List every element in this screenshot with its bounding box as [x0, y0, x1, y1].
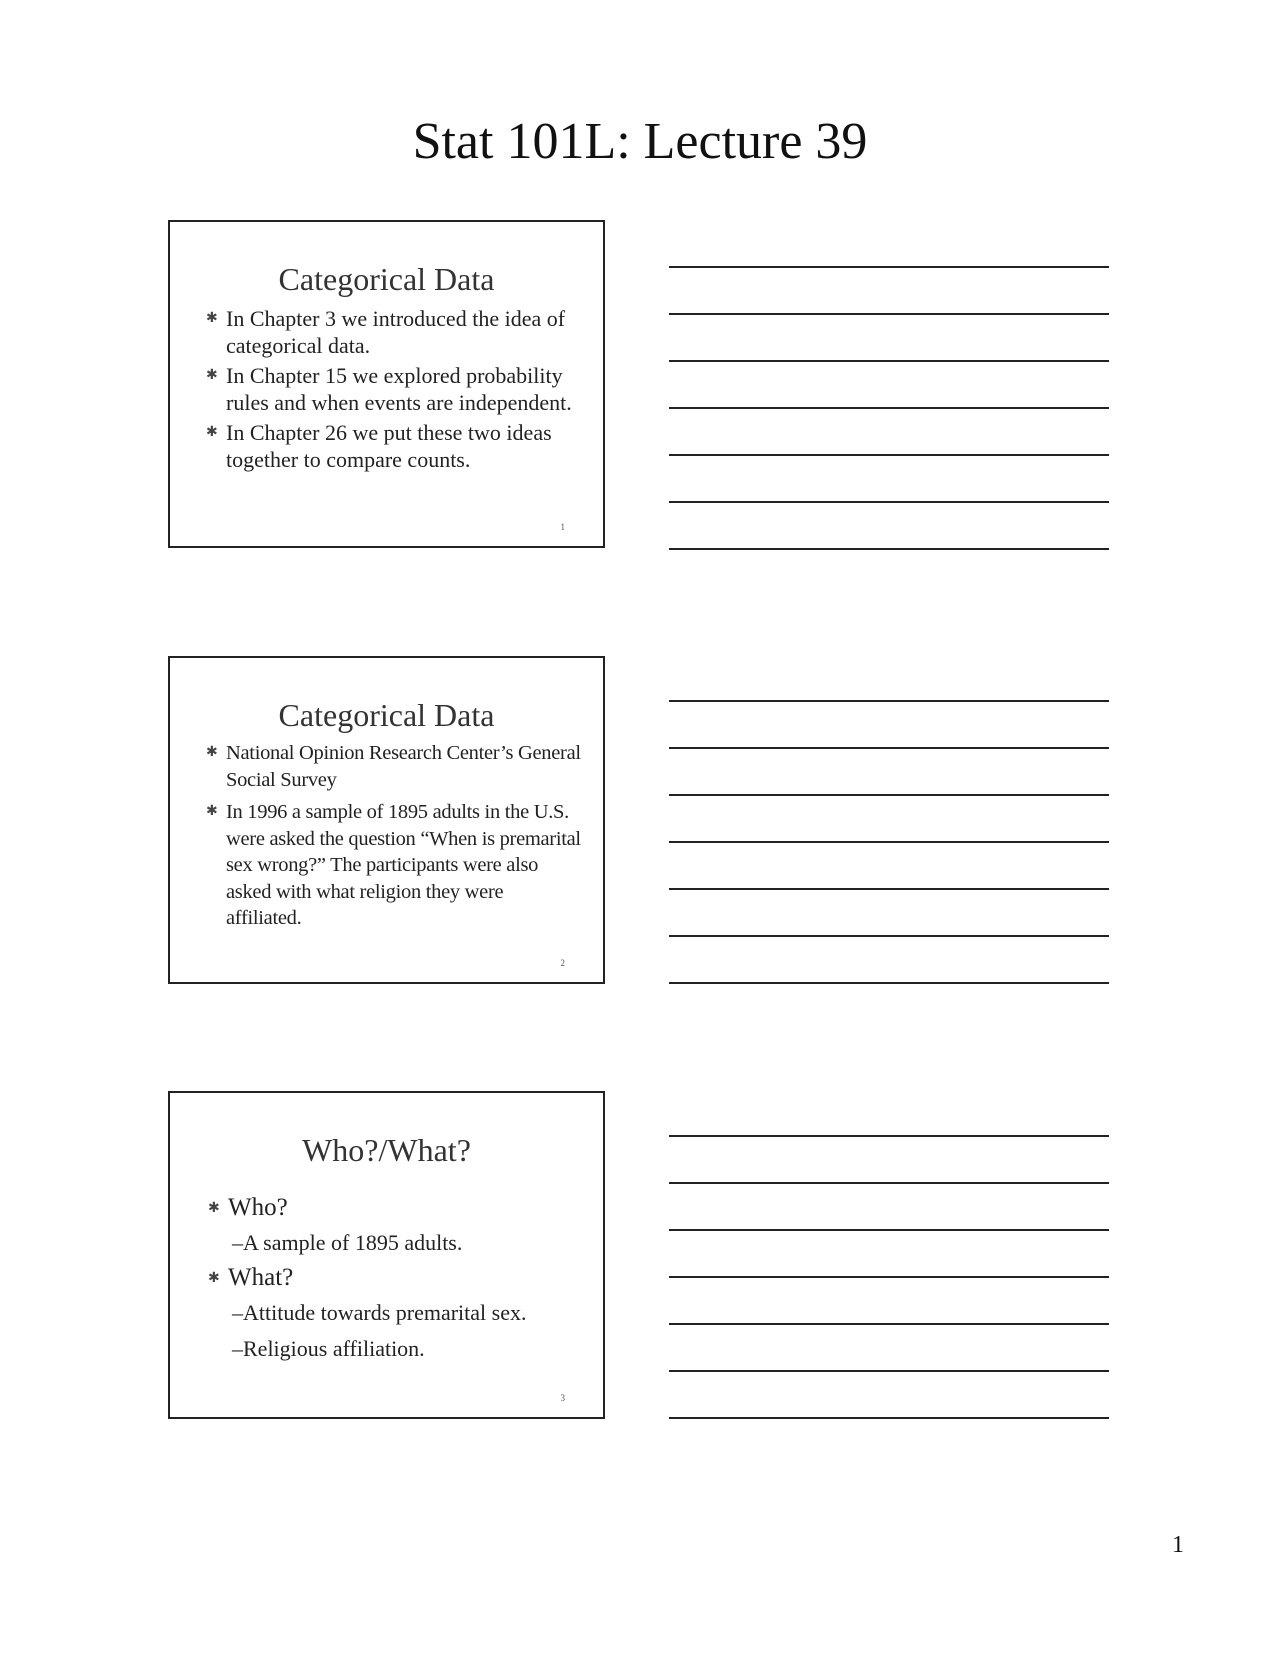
note-line: [669, 548, 1109, 550]
note-line: [669, 747, 1109, 749]
slide-title: Categorical Data: [278, 261, 495, 297]
note-line: [669, 501, 1109, 503]
bullet-list: [206, 740, 581, 938]
note-line: [669, 841, 1109, 843]
slide-3: [168, 1091, 605, 1419]
who-label: Who?: [228, 1194, 288, 1221]
bullet-star-icon: ✱: [206, 745, 218, 760]
note-line: [669, 266, 1109, 268]
slide-number: 1: [560, 522, 565, 532]
bullet-item: [206, 420, 581, 473]
note-line: [669, 454, 1109, 456]
bullet-text: National Opinion Research Center’s General Social Survey: [226, 742, 581, 791]
bullet-list: [210, 1191, 581, 1367]
bullet-item: [206, 306, 581, 359]
note-line: [669, 1323, 1109, 1325]
bullet-text: In Chapter 15 we explored probability rules and when events are independent.: [226, 363, 572, 415]
note-line: [669, 700, 1109, 702]
sub-bullet: –A sample of 1895 adults.: [232, 1230, 463, 1255]
note-line: [669, 1370, 1109, 1372]
slide-number: 3: [560, 1393, 565, 1403]
note-line: [669, 794, 1109, 796]
bullet-star-icon: ✱: [206, 311, 218, 326]
sub-bullet: –Religious affiliation.: [232, 1336, 425, 1361]
page-number: 1: [1172, 1532, 1184, 1558]
sub-bullet: –Attitude towards premarital sex.: [232, 1300, 527, 1325]
note-line: [669, 1229, 1109, 1231]
bullet-star-icon: ✱: [208, 1271, 220, 1286]
bullet-list: [206, 306, 581, 477]
note-line: [669, 1182, 1109, 1184]
bullet-star-icon: ✱: [208, 1201, 220, 1216]
note-line: [669, 935, 1109, 937]
bullet-item: [206, 799, 581, 932]
note-line: [669, 888, 1109, 890]
note-line: [669, 1276, 1109, 1278]
page-title: Stat 101L: Lecture 39: [412, 113, 868, 170]
bullet-text: In Chapter 26 we put these two ideas together to compare counts.: [226, 420, 552, 472]
slide-number: 2: [560, 958, 565, 968]
slide-title: Categorical Data: [278, 697, 495, 733]
note-line: [669, 360, 1109, 362]
slide-2: [168, 656, 605, 984]
note-line: [669, 313, 1109, 315]
what-bullet: [210, 1261, 581, 1295]
bullet-item: [206, 363, 581, 416]
who-bullet: [210, 1191, 581, 1225]
bullet-item: [206, 740, 581, 793]
slide-title: Who?/What?: [302, 1132, 471, 1168]
bullet-text: In 1996 a sample of 1895 adults in the U.S. were asked the question “When is premarital sex wrong?” The participants were also asked with what religion they were affiliated.: [226, 801, 581, 929]
bullet-star-icon: ✱: [206, 425, 218, 440]
note-line: [669, 982, 1109, 984]
bullet-star-icon: ✱: [206, 804, 218, 819]
bullet-star-icon: ✱: [206, 368, 218, 383]
note-line: [669, 407, 1109, 409]
note-line: [669, 1417, 1109, 1419]
slide-1: [168, 220, 605, 548]
what-label: What?: [228, 1264, 294, 1291]
bullet-text: In Chapter 3 we introduced the idea of categorical data.: [226, 306, 566, 358]
note-line: [669, 1135, 1109, 1137]
